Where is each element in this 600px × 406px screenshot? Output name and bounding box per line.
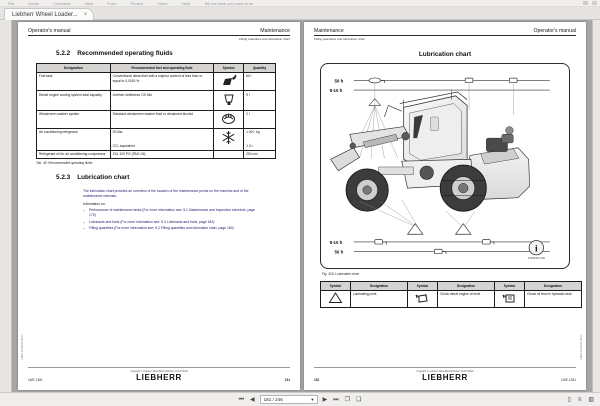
list-item[interactable]: – Filling quantities (For more information see: 5.2 Filling quantities and lubrication chart, page 180) bbox=[83, 226, 261, 231]
tab-label: Liebherr Wheel Loader... bbox=[12, 11, 78, 18]
table-row bbox=[37, 91, 276, 110]
cell-quantity bbox=[244, 128, 276, 150]
lubrication-chart-body bbox=[83, 189, 261, 231]
snowflake-icon bbox=[214, 128, 244, 150]
intro-paragraph: The lubrication chart provides an overview of the location of the maintenance points on the machine and of the maintenance intervals. bbox=[83, 189, 249, 199]
table-header-row bbox=[37, 64, 276, 72]
chevron-down-icon[interactable]: ▾ bbox=[311, 396, 314, 402]
next-page-icon[interactable]: ▶ bbox=[322, 396, 328, 403]
page-footer-right bbox=[314, 367, 576, 382]
section-heading-523 bbox=[56, 174, 290, 181]
tab-strip bbox=[0, 7, 600, 20]
document-tab[interactable] bbox=[4, 8, 94, 20]
legend-designation: Lubricating point bbox=[351, 290, 408, 307]
footer-copyright: copyright © Liebherr-Werk Bischofshofen GmbH 2018 bbox=[130, 370, 188, 373]
hydraulic-oil-icon bbox=[495, 290, 525, 307]
cell-fluid: Conventional diesel fuel with a sulphur content of less than or equal to 0,0015 % bbox=[110, 72, 213, 90]
page-number-value: 181 / 246 bbox=[263, 397, 283, 402]
header-left-chapter: Maintenance bbox=[260, 28, 290, 34]
svg-text:i: i bbox=[534, 243, 538, 255]
right-page-side-code: LWE/12345678/01 bbox=[580, 334, 583, 360]
menu-item-protect[interactable]: Protect bbox=[130, 0, 144, 6]
menu-item-help[interactable]: Help bbox=[181, 0, 191, 6]
figure-caption: Fig. 316: Lubrication chart bbox=[322, 272, 359, 277]
menu-bar bbox=[0, 0, 600, 7]
cell-designation: Fuel tank bbox=[37, 72, 111, 90]
information-label: Information on: bbox=[83, 202, 106, 207]
table-row bbox=[37, 72, 276, 90]
continuous-scroll-icon[interactable]: ≡ bbox=[577, 396, 582, 403]
cell-fluid-line1: R134a bbox=[112, 130, 123, 135]
list-item[interactable]: – Lubricants and fuels (For more information see: 5.3 Lubricants and fuels, page 184) bbox=[83, 220, 261, 225]
page-right[interactable] bbox=[304, 22, 586, 390]
legend-row bbox=[321, 290, 582, 307]
header-left-title: Operator's manual bbox=[28, 28, 71, 34]
info-symbol-code: 12925442.000 bbox=[527, 257, 545, 261]
coolant-icon bbox=[214, 91, 244, 110]
engine-oil-icon bbox=[408, 290, 438, 307]
section2-number: 5.2.3 bbox=[56, 174, 71, 182]
cell-quantity: 200 cm³ bbox=[244, 150, 276, 158]
single-page-icon[interactable]: ▯ bbox=[567, 396, 571, 403]
left-page-side-code: LWE/12345678/01 bbox=[21, 334, 24, 360]
col-fluid: Recommended fuel and operating fluid bbox=[110, 64, 213, 72]
legend-col-symbol-3: Symbol bbox=[495, 282, 525, 290]
header-right-title: Operator's manual bbox=[533, 28, 576, 34]
cell-designation: Refrigerant oil for air conditioning compressor bbox=[37, 150, 111, 158]
figure-title: Lubrication chart bbox=[418, 51, 472, 59]
close-icon[interactable]: × bbox=[83, 11, 88, 18]
legend-designation: Check diesel engine oil level. bbox=[438, 290, 495, 307]
lubrication-chart-figure bbox=[320, 63, 570, 269]
view-mode-group bbox=[567, 397, 596, 403]
cell-quantity: 2 l bbox=[244, 110, 276, 128]
footer-doc-code: LWE-1381 bbox=[561, 378, 576, 382]
footer-copyright: copyright © Liebherr-Werk Bischofshofen GmbH 2018 bbox=[416, 370, 474, 373]
header-left-subtitle: Filling quantities and lubrication chart bbox=[239, 37, 290, 42]
legend-col-designation-1: Designation bbox=[351, 282, 408, 290]
fit-page-icon[interactable]: ❐ bbox=[344, 396, 351, 403]
cell-fluid: Standard windscreen washer fluid or denatured alcohol bbox=[110, 110, 213, 128]
menu-item-comment[interactable]: Comment bbox=[53, 0, 71, 6]
information-list bbox=[83, 208, 261, 231]
legend-col-designation-3: Designation bbox=[525, 282, 582, 290]
menu-item-form[interactable]: Form bbox=[107, 0, 117, 6]
cell-fluid: Liebherr Antifreeze OS Mix bbox=[110, 91, 213, 110]
legend-col-symbol-2: Symbol bbox=[408, 282, 438, 290]
cell-symbol-empty bbox=[214, 150, 244, 158]
page-container bbox=[13, 22, 591, 390]
cell-quantity-line2: 1,3 t bbox=[246, 143, 253, 148]
table-caption: Tab. 40: Recommended operating fluids bbox=[36, 161, 93, 166]
table-row bbox=[37, 128, 276, 150]
header-right-subtitle: Filling quantities and lubrication chart bbox=[314, 37, 365, 42]
col-symbol: Symbol bbox=[214, 64, 244, 72]
cell-quantity: 9 l bbox=[244, 91, 276, 110]
tool-pane[interactable] bbox=[592, 20, 600, 392]
facing-pages-icon[interactable]: ▥ bbox=[588, 396, 594, 403]
cell-fluid-line2: CO₂ equivalent bbox=[112, 143, 135, 148]
section-title: Recommended operating fluids bbox=[77, 50, 173, 58]
maximize-icon[interactable] bbox=[592, 1, 597, 5]
menu-item-view[interactable]: View bbox=[84, 0, 94, 6]
page-number-input[interactable] bbox=[260, 395, 318, 404]
header-right-chapter: Maintenance bbox=[314, 28, 344, 34]
fit-width-icon[interactable]: ❑ bbox=[356, 396, 362, 403]
legend-col-designation-2: Designation bbox=[438, 282, 495, 290]
section-number: 5.2.2 bbox=[56, 50, 71, 58]
triangle-lubrication-icon bbox=[321, 290, 351, 307]
running-header-left bbox=[28, 28, 290, 36]
section2-title: Lubrication chart bbox=[77, 174, 130, 182]
menu-item-home[interactable]: Home bbox=[28, 0, 40, 6]
running-header-right bbox=[314, 28, 576, 36]
bottom-toolbar bbox=[0, 392, 600, 406]
legend-col-symbol-1: Symbol bbox=[321, 282, 351, 290]
footer-page-number: 181 bbox=[284, 378, 290, 382]
svg-text:8-10 h: 8-10 h bbox=[329, 88, 343, 94]
svg-text:50 h: 50 h bbox=[334, 249, 344, 255]
tell-me-search[interactable]: Tell me what you want to do bbox=[204, 0, 254, 6]
cell-quantity: 60 l bbox=[244, 72, 276, 90]
menu-item-file[interactable]: File bbox=[8, 0, 15, 6]
cell-designation: Windscreen washer system bbox=[37, 110, 111, 128]
cell-quantity-line1: 1,00⁽¹⁾ kg bbox=[246, 130, 260, 135]
page-left[interactable] bbox=[18, 22, 300, 390]
footer-page-number: 182 bbox=[314, 378, 320, 382]
svg-text:50 h: 50 h bbox=[334, 78, 344, 84]
navigation-pane[interactable] bbox=[0, 20, 12, 392]
page-footer-left bbox=[28, 367, 290, 382]
footer-doc-code: LWE-1381 bbox=[28, 378, 43, 382]
fuel-pump-icon bbox=[214, 72, 244, 90]
washer-icon bbox=[214, 110, 244, 128]
previous-page-icon[interactable]: ◀ bbox=[249, 396, 255, 403]
section-heading-522 bbox=[56, 50, 290, 57]
table-row bbox=[37, 110, 276, 128]
lubrication-legend-table bbox=[320, 281, 582, 308]
first-page-icon[interactable]: ⏮ bbox=[238, 396, 244, 403]
liebherr-logo: LIEBHERR bbox=[136, 373, 182, 382]
window-controls bbox=[583, 1, 597, 5]
cell-fluid bbox=[110, 128, 213, 150]
cell-designation: Air conditioning refrigerant bbox=[37, 128, 111, 150]
col-quantity: Quantity bbox=[244, 64, 276, 72]
col-designation: Designation bbox=[37, 64, 111, 72]
legend-designation: Check oil level in hydraulic tank. bbox=[525, 290, 582, 307]
cell-fluid: ZXL 100 PG (PAG Oil) bbox=[110, 150, 213, 158]
document-viewer[interactable] bbox=[0, 20, 600, 392]
menu-item-share[interactable]: Share bbox=[157, 0, 168, 6]
recommended-fluids-table bbox=[36, 63, 276, 159]
list-item[interactable]: – Performance of maintenance tasks (For more information see: 5.1 Maintenance and inspection schedule, page 175) bbox=[83, 208, 261, 218]
table-row bbox=[37, 150, 276, 158]
minimize-icon[interactable] bbox=[583, 1, 588, 5]
liebherr-logo: LIEBHERR bbox=[422, 373, 468, 382]
last-page-icon[interactable]: ⏭ bbox=[333, 396, 339, 403]
svg-text:8-10 h: 8-10 h bbox=[329, 240, 343, 246]
cell-designation: Diesel engine cooling system total capacity bbox=[37, 91, 111, 110]
legend-header-row bbox=[321, 282, 582, 290]
